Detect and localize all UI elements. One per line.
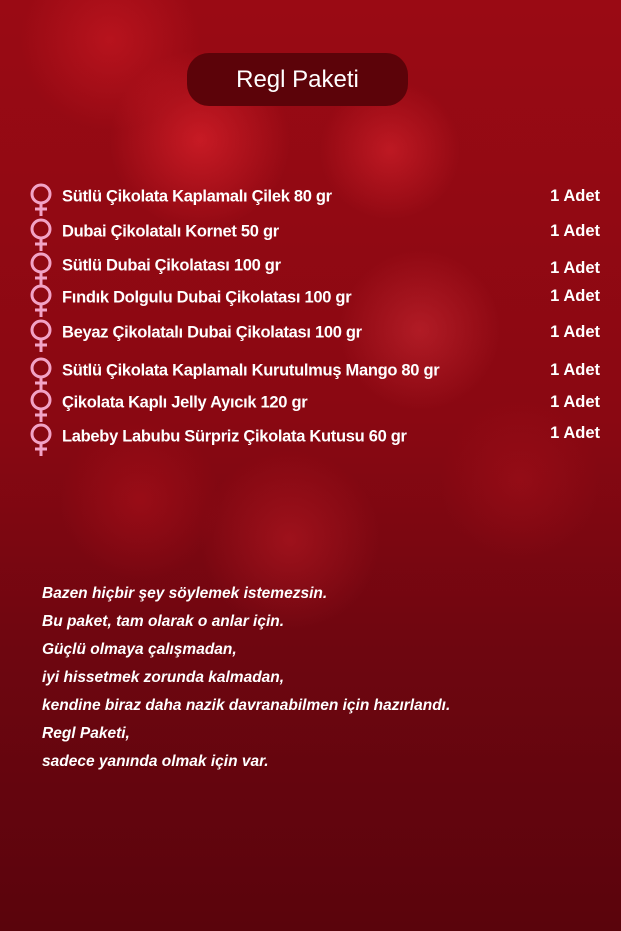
item-name: Çikolata Kaplı Jelly Ayıcık 120 gr	[62, 393, 308, 412]
package-title: Regl Paketi	[187, 53, 408, 106]
item-name: Fındık Dolgulu Dubai Çikolatası 100 gr	[62, 288, 352, 307]
poem-line: Bazen hiçbir şey söylemek istemezsin.	[42, 585, 328, 602]
list-item	[28, 420, 603, 454]
list-item	[28, 316, 603, 350]
item-name: Sütlü Dubai Çikolatası 100 gr	[62, 256, 281, 275]
poem-line: Bu paket, tam olarak o anlar için.	[42, 613, 285, 630]
list-item	[28, 249, 603, 283]
item-quantity: 1 Adet	[550, 361, 600, 379]
poem-line: Güçlü olmaya çalışmadan,	[42, 641, 237, 658]
female-symbol-icon	[28, 281, 54, 321]
item-name: Sütlü Çikolata Kaplamalı Çilek 80 gr	[62, 187, 332, 206]
female-symbol-icon	[28, 420, 54, 460]
item-quantity: 1 Adet	[550, 259, 600, 277]
list-item	[28, 281, 603, 315]
poem	[42, 580, 450, 776]
item-quantity: 1 Adet	[550, 187, 600, 205]
female-symbol-icon	[28, 316, 54, 356]
item-quantity: 1 Adet	[550, 287, 600, 305]
item-quantity: 1 Adet	[550, 222, 600, 240]
female-symbol-icon	[28, 180, 54, 220]
item-quantity: 1 Adet	[550, 323, 600, 341]
poem-line: Regl Paketi,	[42, 725, 130, 742]
item-quantity: 1 Adet	[550, 393, 600, 411]
item-name: Beyaz Çikolatalı Dubai Çikolatası 100 gr	[62, 323, 362, 342]
list-item	[28, 180, 603, 214]
item-name: Sütlü Çikolata Kaplamalı Kurutulmuş Mango 80 gr	[62, 361, 440, 380]
list-item	[28, 386, 603, 420]
list-item	[28, 215, 603, 249]
poem-line: iyi hissetmek zorunda kalmadan,	[42, 669, 285, 686]
item-name: Labeby Labubu Sürpriz Çikolata Kutusu 60 gr	[62, 427, 407, 446]
list-item	[28, 354, 603, 388]
poem-line: sadece yanında olmak için var.	[42, 753, 269, 770]
item-quantity: 1 Adet	[550, 424, 600, 442]
item-name: Dubai Çikolatalı Kornet 50 gr	[62, 222, 279, 241]
poem-line: kendine biraz daha nazik davranabilmen için hazırlandı.	[42, 697, 451, 714]
